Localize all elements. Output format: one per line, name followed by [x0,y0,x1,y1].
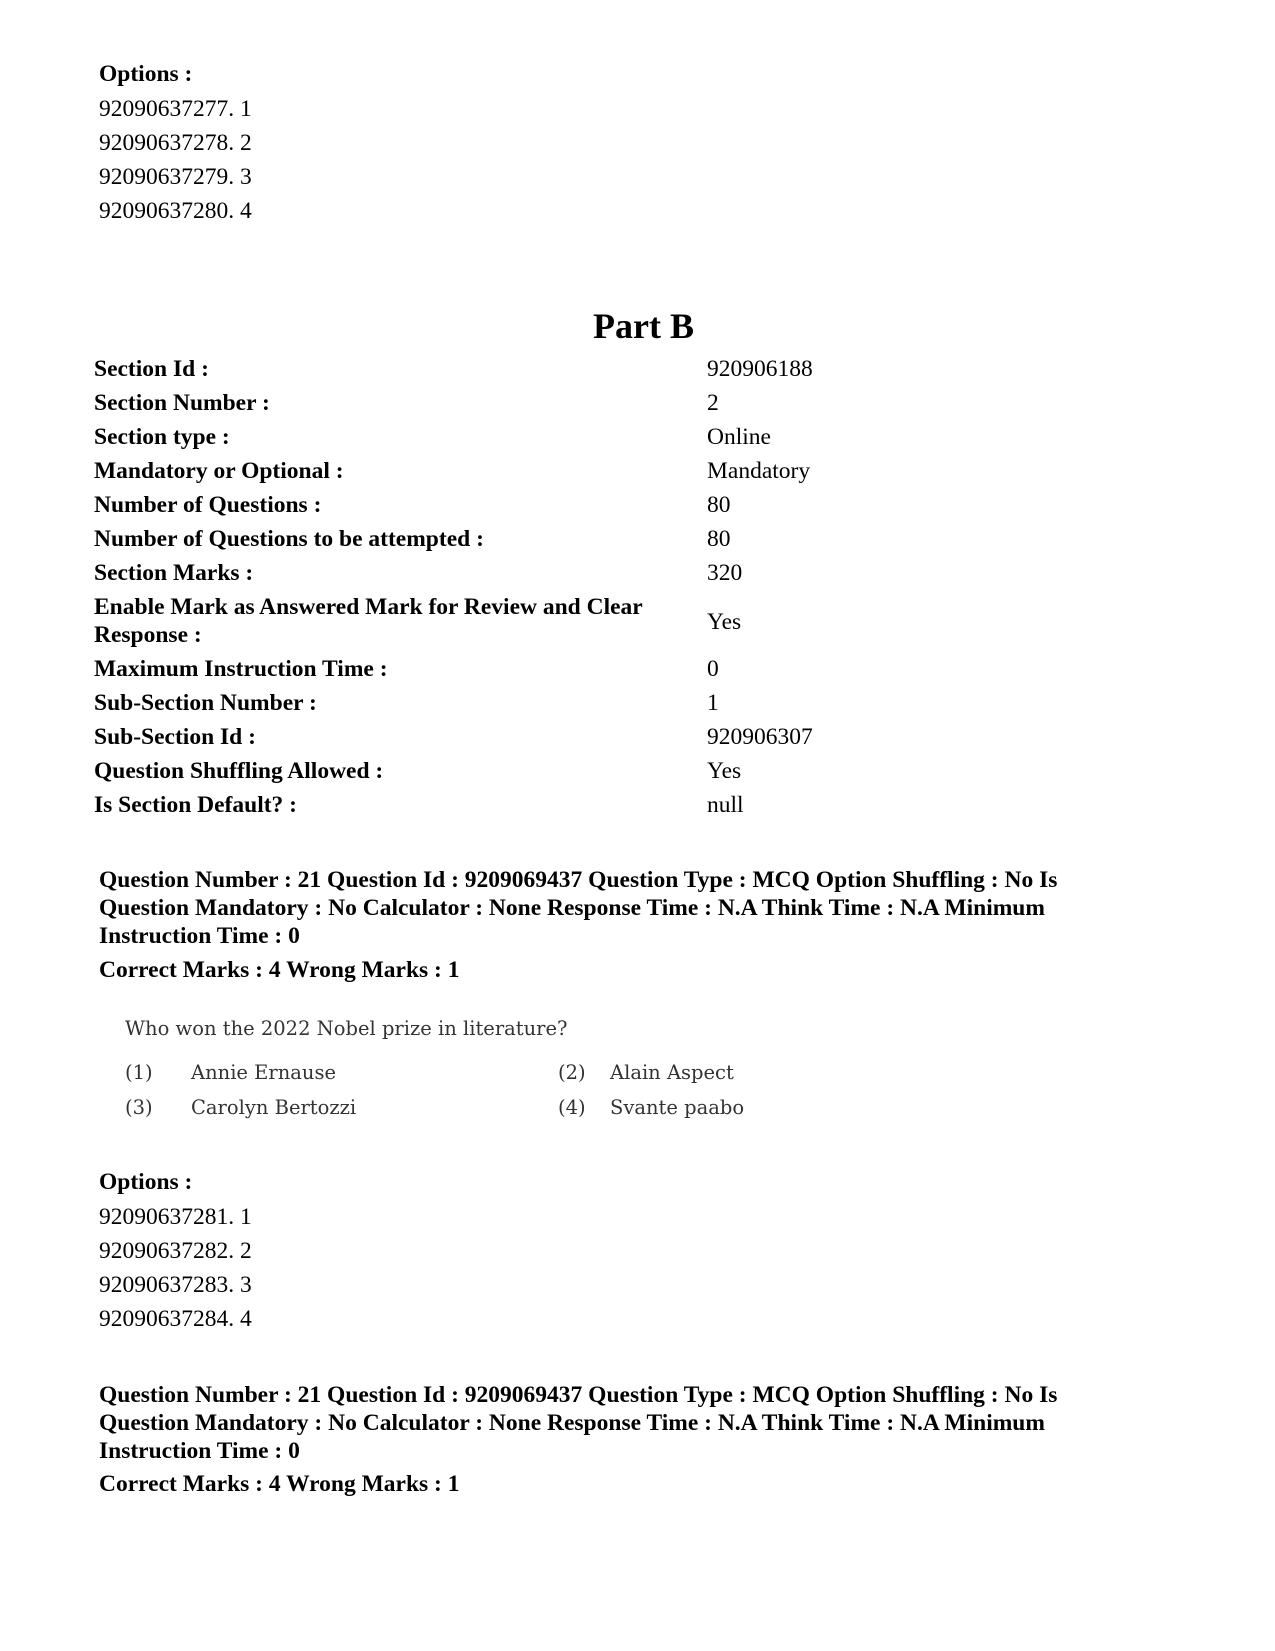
meta-value: Yes [707,609,742,635]
meta-value: 920906307 [707,724,813,750]
choice-number: (4) [558,1096,586,1119]
meta-label: Number of Questions : [94,492,322,518]
part-title: Part B [593,306,694,346]
choice-number: (1) [125,1061,153,1084]
option-item: 92090637281. 1 [99,1204,252,1230]
question-marks: Correct Marks : 4 Wrong Marks : 1 [99,1471,460,1497]
question-marks: Correct Marks : 4 Wrong Marks : 1 [99,957,460,983]
option-item: 92090637280. 4 [99,198,252,224]
options-header: Options : [99,1169,193,1195]
meta-label: Maximum Instruction Time : [94,656,388,682]
meta-label: Is Section Default? : [94,792,297,818]
meta-value: 320 [707,560,743,586]
option-item: 92090637279. 3 [99,164,252,190]
meta-label: Section Marks : [94,560,254,586]
question-meta: Question Number : 21 Question Id : 9209069437 Question Type : MCQ Option Shuffling : No Is Question Mandatory : No Calculator : None Response Time : N.A Think Time : N.A Minimum Instruction Time : 0 [99,1382,1058,1464]
question-meta: Question Number : 21 Question Id : 9209069437 Question Type : MCQ Option Shuffling : No Is Question Mandatory : No Calculator : None Response Time : N.A Think Time : N.A Minimum Instruction Time : 0 [99,867,1058,949]
option-item: 92090637278. 2 [99,130,252,156]
meta-label: Sub-Section Number : [94,690,317,716]
choice-text: Annie Ernause [191,1061,337,1084]
meta-label: Section Id : [94,356,209,382]
meta-value: Yes [707,758,742,784]
meta-value: 1 [707,690,719,716]
choice-text: Svante paabo [610,1096,745,1119]
question-text: Who won the 2022 Nobel prize in literature? [125,1017,568,1040]
meta-label: Enable Mark as Answered Mark for Review and Clear Response : [94,594,643,648]
meta-value: null [707,792,744,818]
option-item: 92090637277. 1 [99,96,252,122]
meta-label: Section type : [94,424,230,450]
meta-label: Sub-Section Id : [94,724,256,750]
meta-value: 920906188 [707,356,813,382]
meta-value: 2 [707,390,719,416]
option-item: 92090637284. 4 [99,1306,252,1332]
option-item: 92090637282. 2 [99,1238,252,1264]
meta-value: Online [707,424,771,450]
option-item: 92090637283. 3 [99,1272,252,1298]
meta-label: Number of Questions to be attempted : [94,526,484,552]
meta-value: 80 [707,492,731,518]
meta-value: 80 [707,526,731,552]
meta-label: Question Shuffling Allowed : [94,758,384,784]
choice-text: Carolyn Bertozzi [191,1096,357,1119]
choice-text: Alain Aspect [610,1061,734,1084]
options-header: Options : [99,61,193,87]
meta-label: Mandatory or Optional : [94,458,344,484]
choice-number: (3) [125,1096,153,1119]
choice-number: (2) [558,1061,586,1084]
meta-label: Section Number : [94,390,270,416]
meta-value: 0 [707,656,719,682]
meta-value: Mandatory [707,458,811,484]
